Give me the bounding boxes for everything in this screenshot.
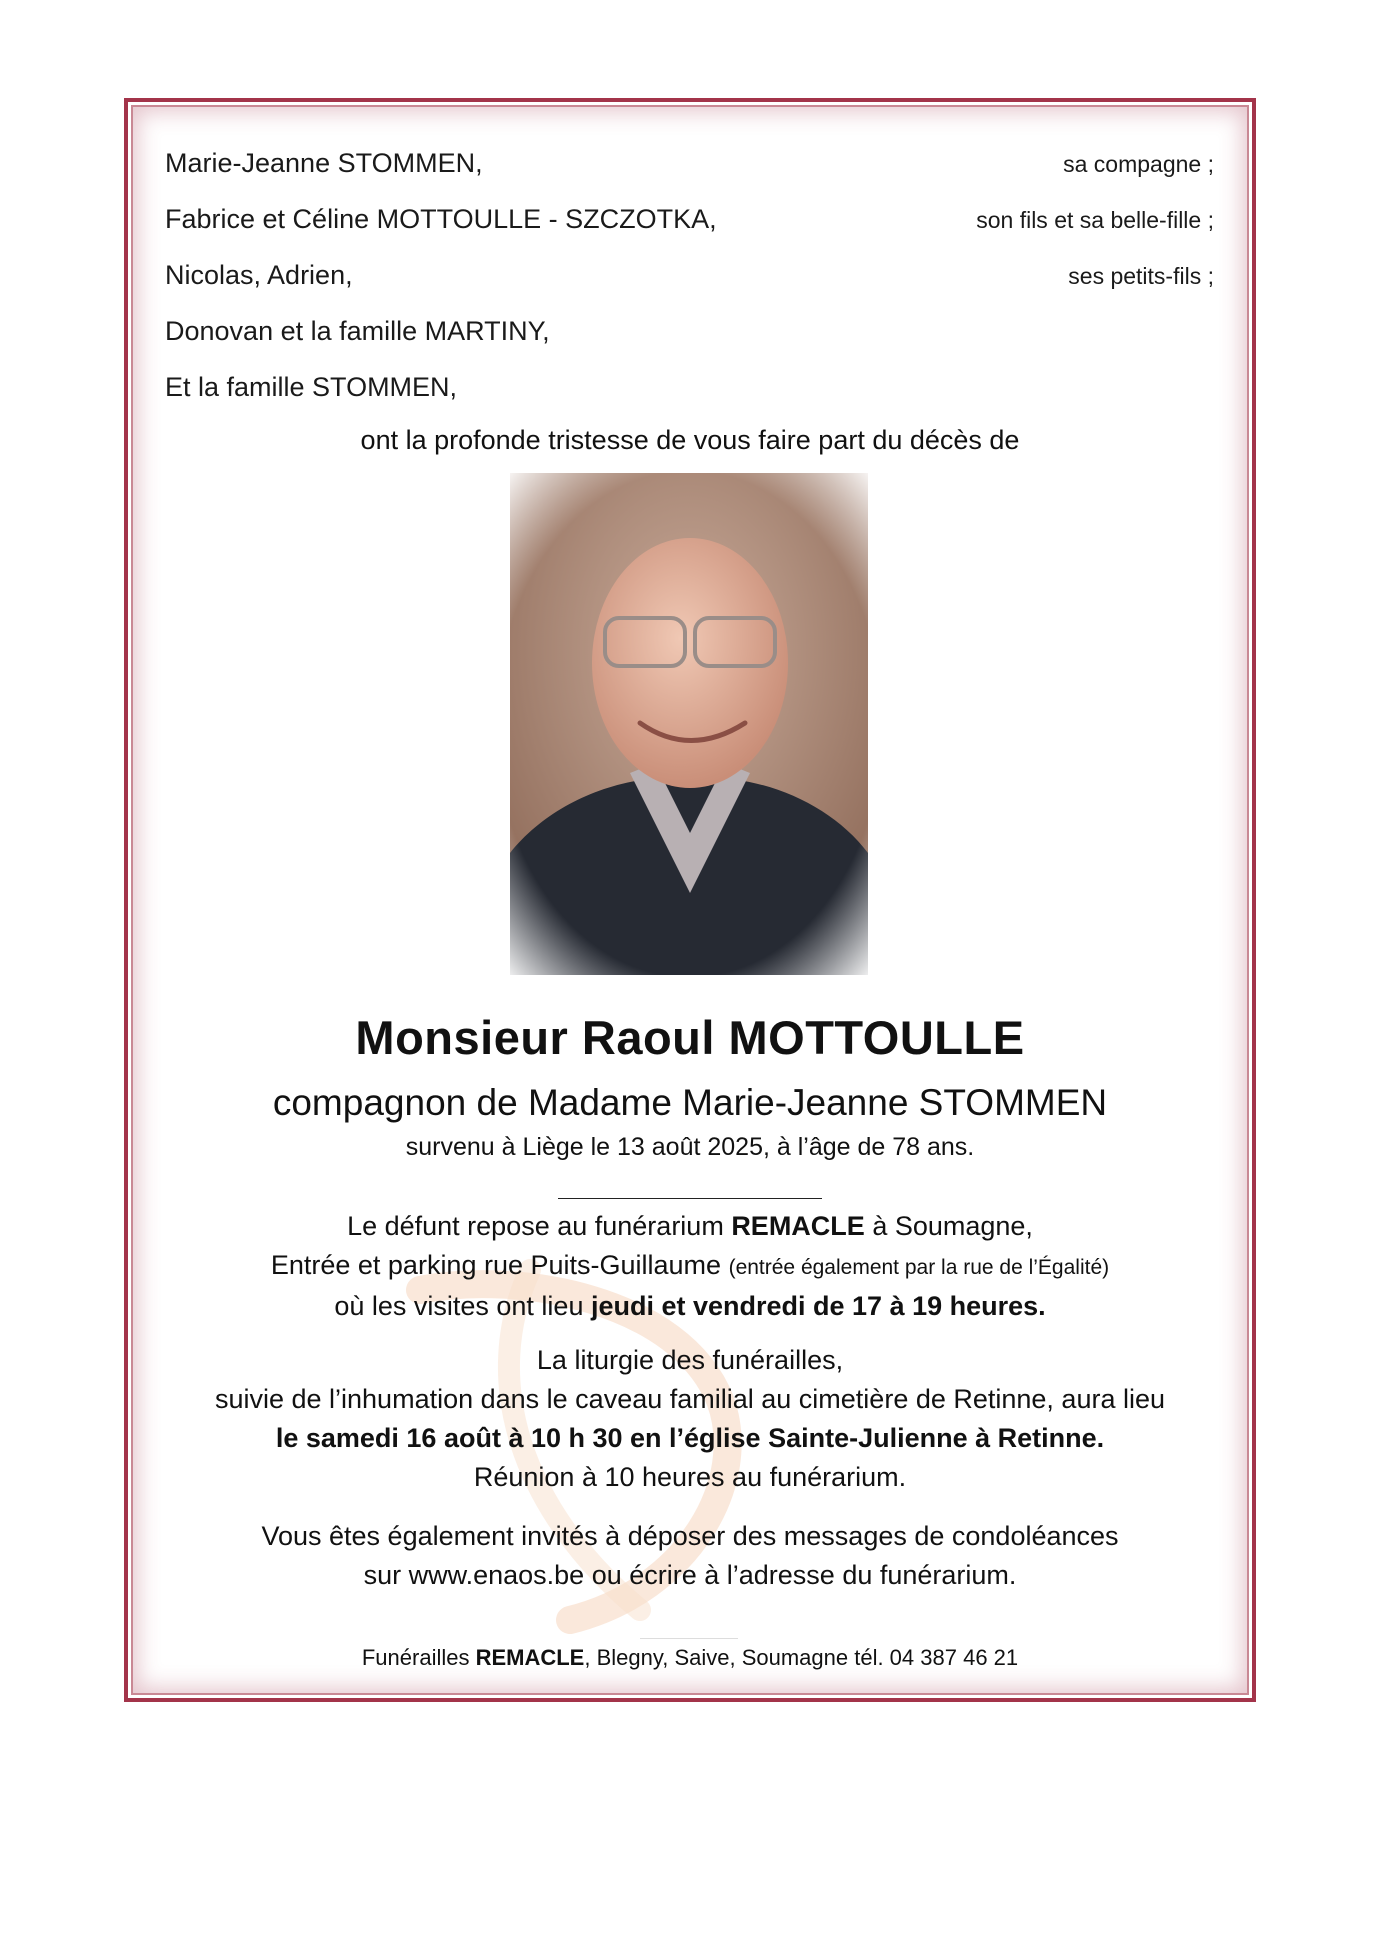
family-name: Et la famille STOMMEN, — [165, 372, 458, 402]
family-name: Marie-Jeanne STOMMEN, — [165, 148, 483, 178]
liturgy-line: le samedi 16 août à 10 h 30 en l’église Sainte-Julienne à Retinne. — [275, 1423, 1105, 1453]
family-relation: ses petits-fils ; — [1068, 263, 1214, 289]
family-row — [165, 372, 1214, 403]
family-row — [165, 316, 1214, 347]
family-row — [165, 204, 1214, 235]
family-name: Fabrice et Céline MOTTOULLE - SZCZOTKA, — [165, 204, 717, 234]
condolences-line: Vous êtes également invités à déposer des messages de condoléances — [261, 1521, 1119, 1551]
family-name: Nicolas, Adrien, — [165, 260, 353, 290]
visitation-line: où les visites ont lieu jeudi et vendredi de 17 à 19 heures. — [334, 1291, 1046, 1321]
family-relation: son fils et sa belle-fille ; — [976, 207, 1214, 233]
visitation-block — [124, 1207, 1256, 1326]
visitation-line: Le défunt repose au funérarium REMACLE à Soumagne, — [347, 1211, 1033, 1241]
footer-text: Funérailles REMACLE, Blegny, Saive, Soumagne tél. 04 387 46 21 — [361, 1645, 1019, 1670]
condolences-block — [124, 1517, 1256, 1595]
liturgy-line: La liturgie des funérailles, — [536, 1345, 844, 1375]
intro-text: ont la profonde tristesse de vous faire part du décès de — [360, 425, 1020, 455]
deceased-name: Monsieur Raoul MOTTOULLE — [355, 1011, 1025, 1064]
family-relation: sa compagne ; — [1063, 151, 1214, 177]
condolences-line: sur www.enaos.be ou écrire à l’adresse du funérarium. — [363, 1560, 1017, 1590]
family-name: Donovan et la famille MARTINY, — [165, 316, 550, 346]
liturgy-line: Réunion à 10 heures au funérarium. — [473, 1462, 907, 1492]
portrait-photo — [510, 473, 868, 975]
family-row — [165, 260, 1214, 291]
death-info: survenu à Liège le 13 août 2025, à l’âge de 78 ans. — [405, 1133, 975, 1161]
visitation-line: Entrée et parking rue Puits-Guillaume (entrée également par la rue de l’Égalité) — [270, 1250, 1110, 1280]
deceased-subtitle: compagnon de Madame Marie-Jeanne STOMMEN — [272, 1082, 1108, 1123]
family-row — [165, 148, 1214, 179]
footer-separator — [640, 1638, 738, 1639]
separator-line — [558, 1198, 822, 1199]
liturgy-line: suivie de l’inhumation dans le caveau familial au cimetière de Retinne, aura lieu — [214, 1384, 1166, 1414]
liturgy-block — [124, 1341, 1256, 1497]
